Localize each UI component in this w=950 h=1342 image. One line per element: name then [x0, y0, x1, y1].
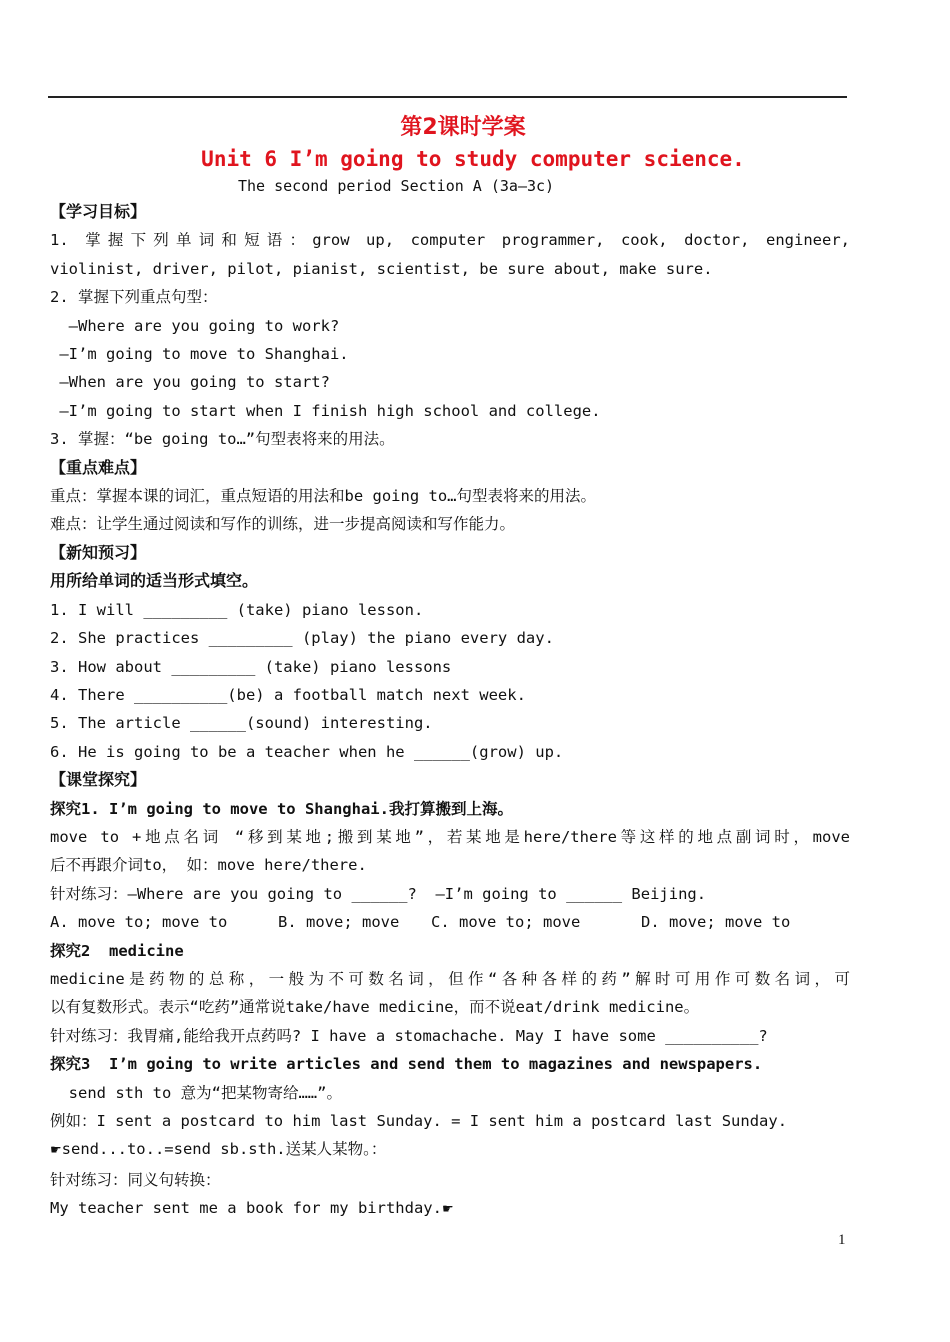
- goals-item1-b: violinist, driver, pilot, pianist, scientist, be sure about, make sure.: [50, 259, 713, 278]
- explore-2-text-a: medicine是药物的总称，一般为不可数名词，但作“各种各样的药”解时可用作可数名词，可: [50, 969, 850, 988]
- goals-item2: 2. 掌握下列重点句型：: [50, 288, 218, 307]
- preview-heading: 【新知预习】: [50, 542, 147, 562]
- explore-3-example: 例如：I sent a postcard to him last Sunday. = I sent him a postcard last Sunday.: [50, 1112, 788, 1130]
- hand-pointer-icon: ☛: [50, 1143, 62, 1159]
- explore-3-practice: 针对练习：同义句转换：: [50, 1170, 221, 1189]
- explore-3-sentence: My teacher sent me a book for my birthday.: [50, 1199, 442, 1218]
- option-a: A. move to; move to: [50, 913, 228, 932]
- key-points-heading: 【重点难点】: [50, 457, 147, 477]
- document-page: [50, 112, 850, 1225]
- explore-1-text-b: 后不再跟介词to， 如：move here/there.: [50, 856, 367, 875]
- preview-instruction: 用所给单词的适当形式填空。: [50, 571, 259, 591]
- page-title-en: Unit 6 I’m going to study computer science.: [201, 147, 745, 171]
- goals-sentence-3: —When are you going to start?: [50, 373, 330, 392]
- explore-3-title: 探究3 I’m going to write articles and send them to magazines and newspapers.: [50, 1055, 763, 1074]
- option-d: D. move; move to: [641, 913, 791, 932]
- preview-item-6: 6. He is going to be a teacher when he ______(grow) up.: [50, 742, 564, 761]
- goals-sentence-2: —I’m going to move to Shanghai.: [50, 345, 349, 364]
- preview-item-1: 1. I will _________ (take) piano lesson.: [50, 600, 424, 619]
- explore-3-note: send...to..=send sb.sth.送某人某物。：: [61, 1140, 387, 1159]
- top-rule: [48, 96, 847, 98]
- goals-heading: 【学习目标】: [50, 202, 147, 221]
- explore-3-note-row: [50, 1135, 850, 1165]
- goals-sentence-1: —Where are you going to work?: [50, 316, 340, 335]
- explore-2-practice: 针对练习：我胃痛,能给我开点药吗? I have a stomachache. May I have some __________?: [50, 1026, 768, 1045]
- preview-item-3: 3. How about _________ (take) piano lessons: [50, 657, 452, 676]
- explore-1-text-a: move to +地点名词 “移到某地;搬到某地”，若某地是here/there等这样的地点副词时，move: [50, 827, 850, 846]
- explore-3-text: send sth to 意为“把某物寄给……”。: [50, 1083, 342, 1102]
- explore-3-sentence-row: [50, 1194, 850, 1224]
- option-c: C. move to; move: [431, 913, 581, 932]
- goals-sentence-4: —I’m going to start when I finish high school and college.: [50, 401, 601, 420]
- option-b: B. move; move: [278, 913, 400, 932]
- difficult-point-text: 难点：让学生通过阅读和写作的训练，进一步提高阅读和写作能力。: [50, 515, 516, 534]
- explore-2-title: 探究2 medicine: [50, 941, 184, 960]
- goals-item1-a: 1. 掌握下列单词和短语：grow up, computer programmer, cook, doctor, engineer,: [50, 231, 850, 250]
- preview-item-5: 5. The article ______(sound) interesting.: [50, 714, 433, 733]
- explore-1-title: 探究1. I’m going to move to Shanghai.我打算搬到上海。: [50, 799, 513, 818]
- preview-item-2: 2. She practices _________ (play) the piano every day.: [50, 629, 554, 648]
- preview-item-4: 4. There __________(be) a football match next week.: [50, 685, 526, 704]
- page-number: 1: [838, 1232, 846, 1248]
- explore-heading: 【课堂探究】: [50, 770, 147, 790]
- explore-1-options: [50, 908, 850, 936]
- goals-item3: 3. 掌握：“be going to…”句型表将来的用法。: [50, 430, 395, 449]
- hand-pointer-icon: ☛: [441, 1202, 454, 1218]
- explore-1-practice: 针对练习：—Where are you going to ______? —I’m going to ______ Beijing.: [50, 884, 707, 903]
- explore-2-text-b: 以有复数形式。表示“吃药”通常说take/have medicine，而不说eat/drink medicine。: [50, 998, 700, 1017]
- key-point-text: 重点：掌握本课的词汇，重点短语的用法和be going to…句型表将来的用法。: [50, 487, 596, 506]
- page-subtitle: The second period Section A (3a—3c): [238, 177, 555, 195]
- page-title-cn: 第2课时学案: [400, 115, 526, 140]
